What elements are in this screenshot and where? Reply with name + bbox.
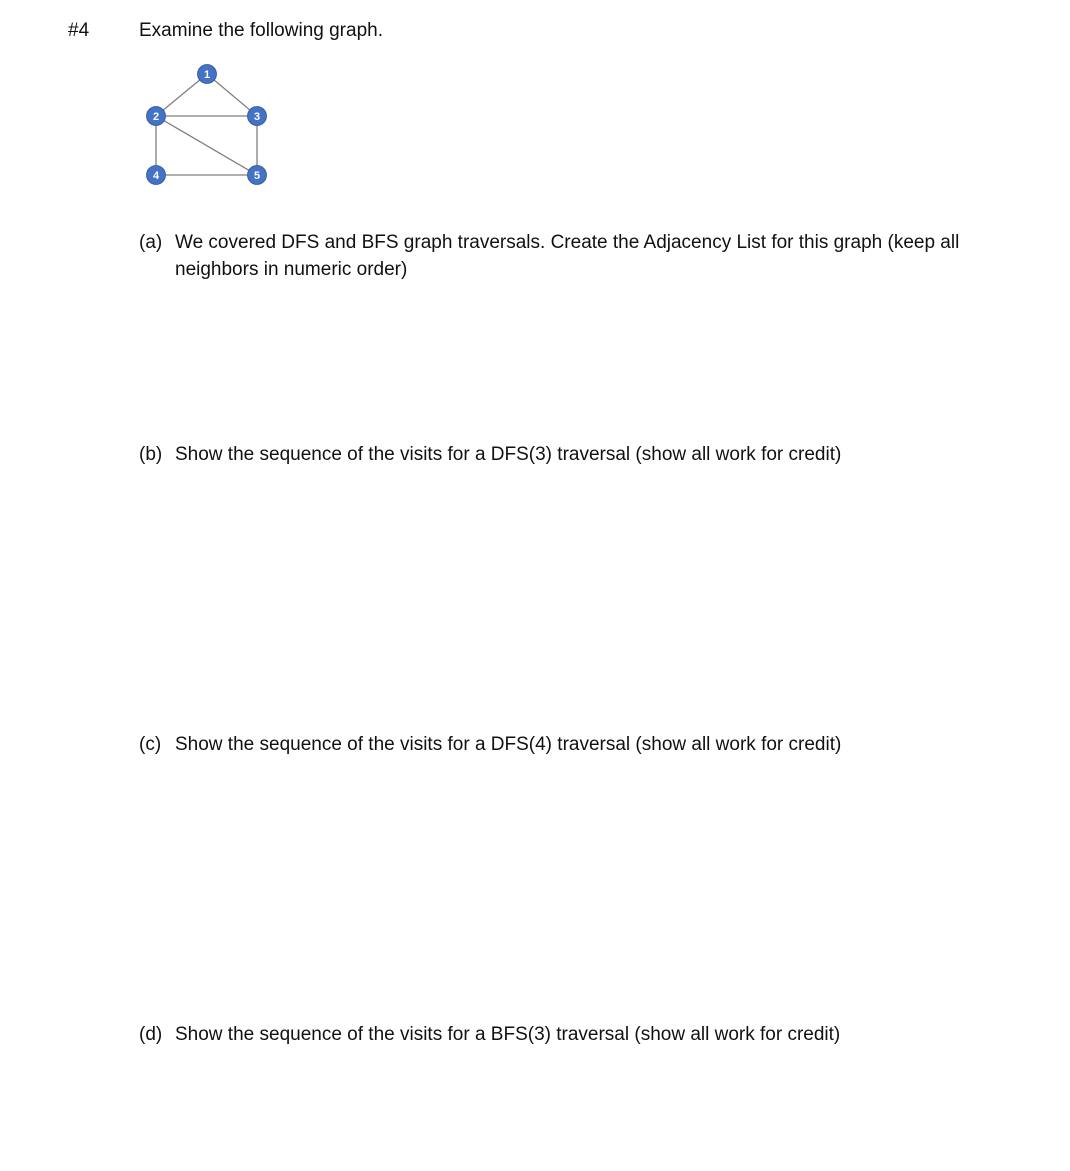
graph-edge-2-5 (156, 116, 257, 175)
graph-node-5 (248, 166, 267, 185)
graph-node-label: 2 (152, 111, 160, 123)
graph-nodes (147, 65, 267, 185)
part-d-mark: (d) (139, 1024, 163, 1045)
part-a (139, 229, 1019, 283)
part-b-mark: (b) (139, 444, 163, 465)
graph-edge-1-2 (156, 74, 207, 116)
graph-node-label: 4 (152, 170, 160, 182)
part-c-mark: (c) (139, 734, 162, 755)
graph-edges (156, 74, 257, 175)
graph-node-3 (248, 107, 267, 126)
graph-diagram (140, 58, 280, 192)
part-c (139, 731, 1019, 758)
part-b (139, 441, 1019, 468)
graph-node-label: 5 (253, 170, 261, 182)
graph-node-label: 1 (203, 69, 211, 81)
part-c-text: Show the sequence of the visits for a DFS(4) traversal (show all work for credit) (175, 734, 842, 755)
part-d-text: Show the sequence of the visits for a BFS(3) traversal (show all work for credit) (175, 1024, 841, 1045)
part-b-text: Show the sequence of the visits for a DFS(3) traversal (show all work for credit) (175, 444, 842, 465)
question-intro: Examine the following graph. (139, 20, 383, 41)
part-a-mark: (a) (139, 232, 163, 253)
part-a-text: We covered DFS and BFS graph traversals. Create the Adjacency List for this graph (keep all neighbors in numeric order) (175, 232, 960, 280)
graph-node-label: 3 (253, 111, 261, 123)
question-number: #4 (68, 20, 90, 41)
graph-node-1 (198, 65, 217, 84)
graph-node-2 (147, 107, 166, 126)
part-d (139, 1021, 1019, 1048)
graph-node-4 (147, 166, 166, 185)
